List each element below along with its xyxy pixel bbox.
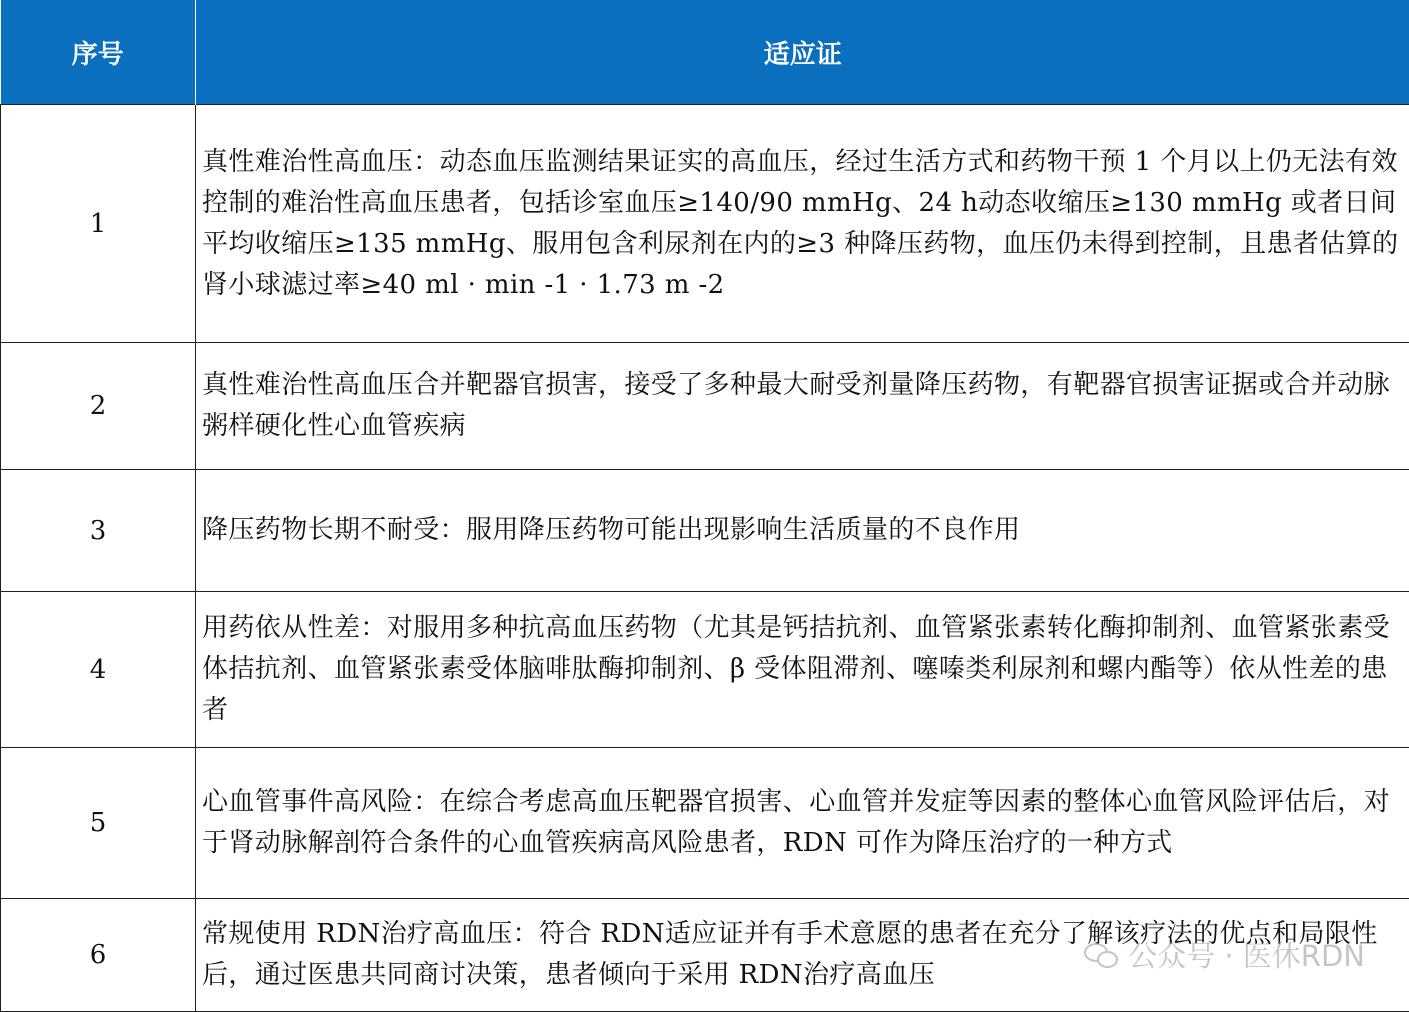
row-indication-text: 常规使用 RDN治疗高血压：符合 RDN适应证并有手术意愿的患者在充分了解该疗法的优点和局限性后，通过医患共同商讨决策，患者倾向于采用 RDN治疗高血压 (196, 899, 1409, 1012)
row-number: 2 (1, 343, 196, 470)
row-number: 4 (1, 592, 196, 748)
row-number: 1 (1, 105, 196, 343)
row-number: 5 (1, 748, 196, 899)
header-serial-number: 序号 (1, 0, 196, 105)
header-indication: 适应证 (196, 0, 1409, 105)
row-indication-text: 用药依从性差：对服用多种抗高血压药物（尤其是钙拮抗剂、血管紧张素转化酶抑制剂、血管紧张素受体拮抗剂、血管紧张素受体脑啡肽酶抑制剂、β 受体阻滞剂、噻嗪类利尿剂和螺内酯等）依从性差的患者 (196, 592, 1409, 748)
table-row (1, 748, 1409, 899)
table-row (1, 343, 1409, 470)
row-number: 3 (1, 470, 196, 592)
table-header-row (1, 0, 1409, 105)
row-indication-text: 心血管事件高风险：在综合考虑高血压靶器官损害、心血管并发症等因素的整体心血管风险评估后，对于肾动脉解剖符合条件的心血管疾病高风险患者，RDN 可作为降压治疗的一种方式 (196, 748, 1409, 899)
table-row (1, 592, 1409, 748)
table-row (1, 470, 1409, 592)
row-number: 6 (1, 899, 196, 1012)
table-row (1, 899, 1409, 1012)
watermark-text: 公众号 · 医休RDN (1128, 934, 1365, 975)
row-indication-text: 降压药物长期不耐受：服用降压药物可能出现影响生活质量的不良作用 (196, 470, 1409, 592)
row-indication-text: 真性难治性高血压：动态血压监测结果证实的高血压，经过生活方式和药物干预 1 个月以上仍无法有效控制的难治性高血压患者，包括诊室血压≥140/90 mmHg、24 h动态收缩压≥130 mmHg 或者日间平均收缩压≥135 mmHg、服用包含利尿剂在内的≥3 种降压药物，血压仍未得到控制，且患者估算的肾小球滤过率≥40 ml · min -1 · 1.73 m -2 (196, 105, 1409, 343)
table-row (1, 105, 1409, 343)
row-indication-text: 真性难治性高血压合并靶器官损害，接受了多种最大耐受剂量降压药物，有靶器官损害证据或合并动脉粥样硬化性心血管疾病 (196, 343, 1409, 470)
